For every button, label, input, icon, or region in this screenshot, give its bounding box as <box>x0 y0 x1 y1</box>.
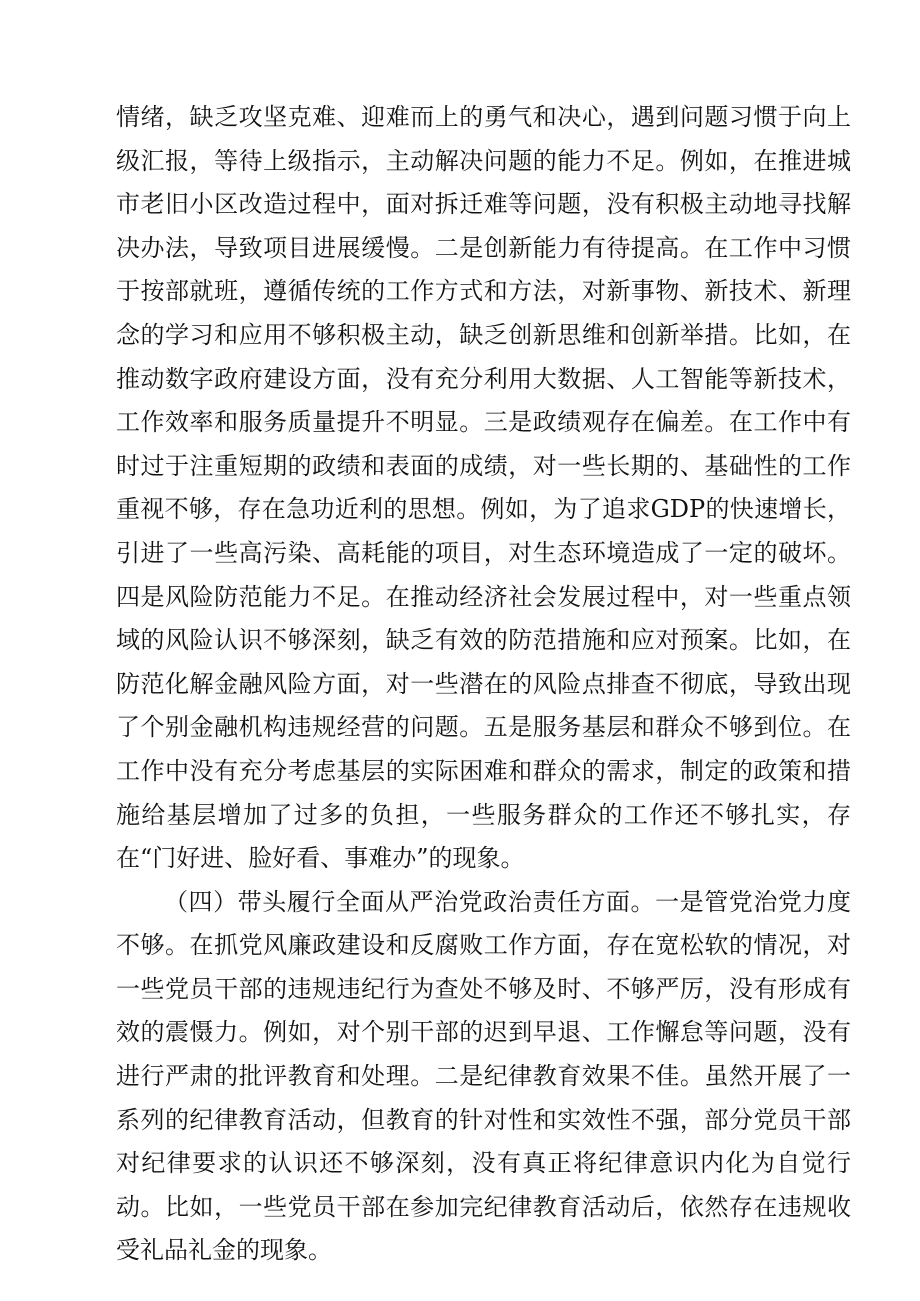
document-body <box>116 96 851 1273</box>
paragraph-section-four: （四）带头履行全面从严治党政治责任方面。一是管党治党力度不够。在抓党风廉政建设和反腐败工作方面，存在宽松软的情况，对一些党员干部的违规违纪行为查处不够及时、不够严厉，没有形成有效的震慑力。例如，对个别干部的迟到早退、工作懈怠等问题，没有进行严肃的批评教育和处理。二是纪律教育效果不佳。虽然开展了一系列的纪律教育活动，但教育的针对性和实效性不强，部分党员干部对纪律要求的认识还不够深刻，没有真正将纪律意识内化为自觉行动。比如，一些党员干部在参加完纪律教育活动后，依然存在违规收受礼品礼金的现象。 <box>116 887 851 1265</box>
paragraph-continuation: 情绪，缺乏攻坚克难、迎难而上的勇气和决心，遇到问题习惯于向上级汇报，等待上级指示，主动解决问题的能力不足。例如，在推进城市老旧小区改造过程中，面对拆迁难等问题，没有积极主动地寻找解决办法，导致项目进展缓慢。二是创新能力有待提高。在工作中习惯于按部就班，遵循传统的工作方式和方法，对新事物、新技术、新理念的学习和应用不够积极主动，缺乏创新思维和创新举措。比如，在推动数字政府建设方面，没有充分利用大数据、人工智能等新技术，工作效率和服务质量提升不明显。三是政绩观存在偏差。在工作中有时过于注重短期的政绩和表面的成绩，对一些长期的、基础性的工作重视不够，存在急功近利的思想。例如，为了追求GDP的快速增长，引进了一些高污染、高耗能的项目，对生态环境造成了一定的破坏。四是风险防范能力不足。在推动经济社会发展过程中，对一些重点领域的风险认识不够深刻，缺乏有效的防范措施和应对预案。比如，在防范化解金融风险方面，对一些潜在的风险点排查不彻底，导致出现了个别金融机构违规经营的问题。五是服务基层和群众不够到位。在工作中没有充分考虑基层的实际困难和群众的需求，制定的政策和措施给基层增加了过多的负担，一些服务群众的工作还不够扎实，存在“门好进、脸好看、事难办”的现象。 <box>116 103 851 873</box>
